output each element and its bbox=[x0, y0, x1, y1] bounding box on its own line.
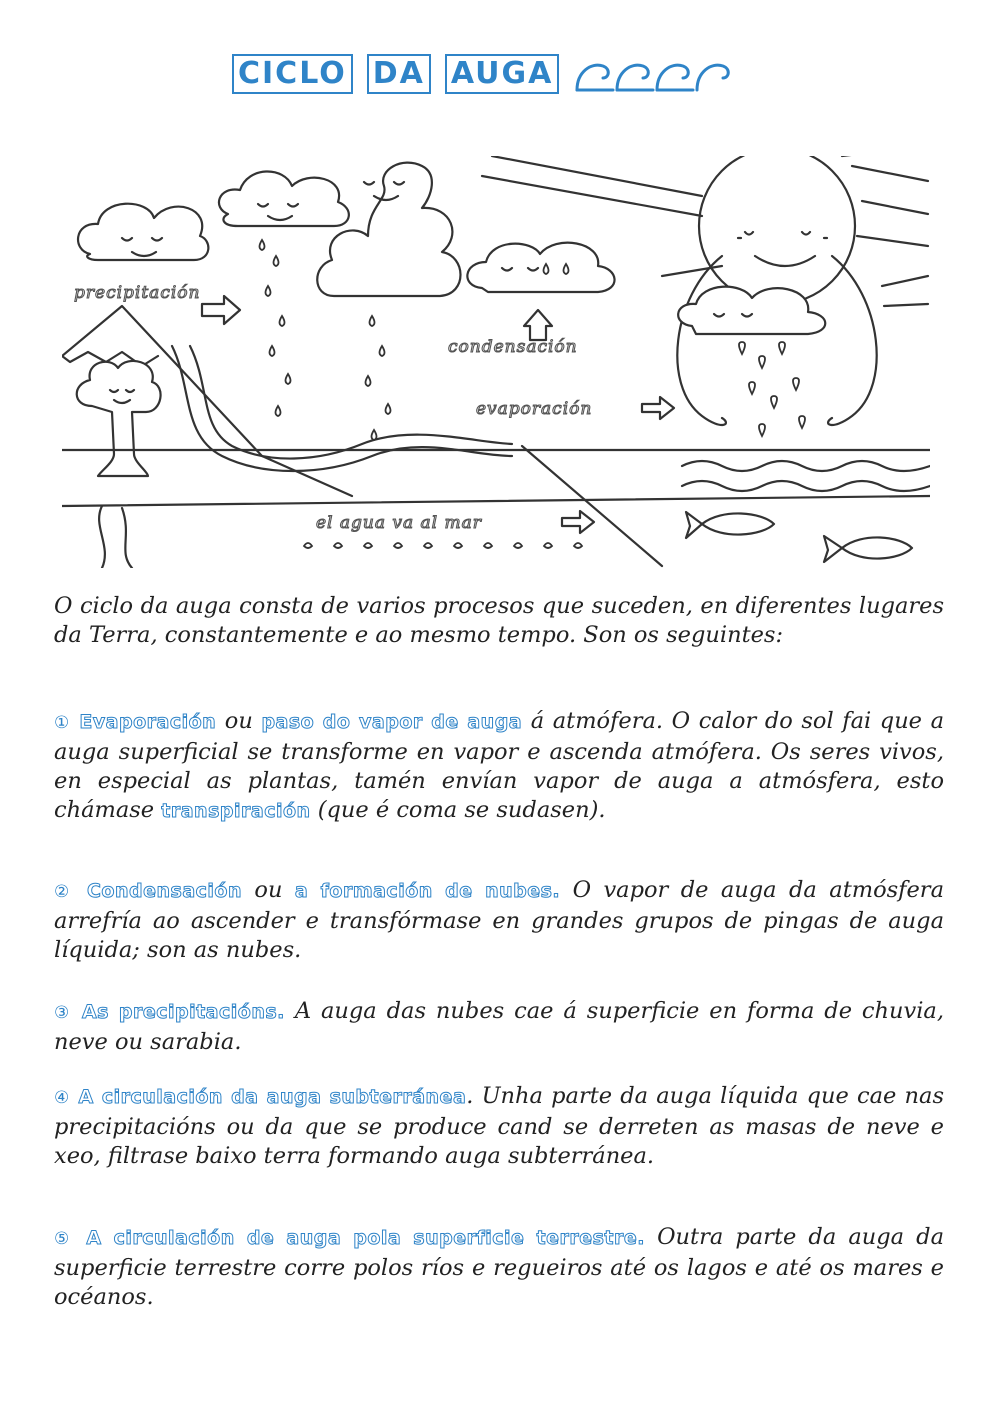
item-number: ② bbox=[54, 882, 75, 902]
item-evaporation bbox=[54, 707, 944, 826]
title-word-3: AUGA bbox=[445, 54, 560, 94]
item-number: ④ bbox=[54, 1088, 71, 1108]
item-text: . Unha parte da auga líquida que cae nas precipitacións ou da que se produce cand se derreten as masas de neve e xeo, filtrase baixo terra formando auga subterránea. bbox=[54, 1083, 944, 1169]
item-heading: A circulación da auga subterránea bbox=[78, 1086, 467, 1108]
item-text: á atmófera. O calor do sol fai que a auga superficial se transforme en vapor e ascenda atmófera. Os seres vivos, en especial as plantas, tamén envían vapor de auga a atmósfera, esto chámase bbox=[54, 708, 945, 823]
cloud-icon bbox=[78, 204, 208, 260]
item-number: ⑤ bbox=[54, 1229, 75, 1249]
title-word-1: CICLO bbox=[232, 54, 353, 94]
item-heading: paso do vapor de auga bbox=[261, 711, 523, 733]
label-water-to-sea: el agua va al mar bbox=[316, 513, 482, 533]
item-text: ou bbox=[216, 708, 262, 734]
label-condensation: condensación bbox=[448, 337, 578, 357]
item-precipitation bbox=[54, 997, 944, 1057]
item-text: O vapor de auga da atmósfera arrefría ao ascender e transfórmase en grandes grupos de pingas de auga líquida; son as nubes. bbox=[54, 877, 944, 963]
item-text: (que é coma se sudasen). bbox=[310, 797, 606, 823]
cloud-icon bbox=[467, 243, 614, 292]
item-text: ou bbox=[242, 877, 295, 903]
label-precipitation: precipitación bbox=[74, 283, 201, 303]
item-surface-flow bbox=[54, 1223, 944, 1312]
item-number: ③ bbox=[54, 1003, 73, 1023]
item-number: ① bbox=[54, 713, 71, 733]
item-heading: As precipitacións. bbox=[81, 1001, 285, 1023]
item-heading: Condensación bbox=[86, 880, 242, 902]
water-cycle-diagram bbox=[62, 156, 930, 568]
item-heading: A circulación de auga pola superficie terrestre. bbox=[86, 1227, 645, 1249]
worksheet-title bbox=[232, 52, 733, 96]
item-heading: a formación de nubes. bbox=[294, 880, 561, 902]
cloud-icon bbox=[317, 163, 460, 296]
intro-paragraph: O ciclo da auga consta de varios procesos que suceden, en diferentes lugares da Terra, constantemente e ao mesmo tempo. Son os seguintes: bbox=[54, 593, 944, 648]
waves-icon bbox=[573, 52, 733, 96]
title-word-2: DA bbox=[367, 54, 431, 94]
tree-icon bbox=[77, 361, 161, 476]
item-heading: transpiración bbox=[161, 800, 311, 822]
cloud-icon bbox=[219, 171, 349, 226]
label-evaporation: evaporación bbox=[476, 399, 593, 419]
item-condensation bbox=[54, 876, 944, 965]
item-heading: Evaporación bbox=[79, 711, 217, 733]
water-cycle-illustration bbox=[62, 156, 930, 568]
item-underground-flow bbox=[54, 1082, 944, 1171]
item-text: A auga das nubes cae á superficie en forma de chuvia, neve ou sarabia. bbox=[54, 998, 944, 1055]
fish-icon bbox=[686, 512, 912, 562]
item-text: Outra parte da auga da superficie terrestre corre polos ríos e regueiros até os lagos e até os mares e océanos. bbox=[54, 1224, 945, 1310]
